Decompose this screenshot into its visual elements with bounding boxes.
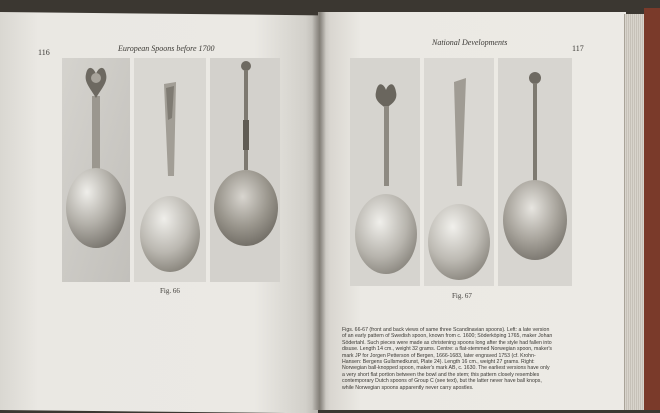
- left-running-head: European Spoons before 1700: [118, 44, 215, 53]
- spoon-photo-norwegian-knop-front: [210, 58, 280, 282]
- left-page-number: 116: [38, 48, 50, 57]
- text-line: while Norwegian spoons apparently never carry apostles.: [342, 384, 474, 391]
- figure-description-text: [342, 327, 620, 391]
- text-line: Södertahl. Such pieces were made as christening spoons long after the style had fallen into: [342, 339, 552, 346]
- text-line: of an early pattern of Swedish spoon, known from c. 1600; Söderköping 1765, maker Johan: [342, 333, 553, 340]
- spoon-photo-norwegian-flat-back: [424, 58, 494, 286]
- spoon-photo-swedish-back: [350, 58, 420, 286]
- left-figure-caption: Fig. 66: [160, 287, 180, 295]
- text-line: Hansen: Bergens Gullsmedkunst, Plate 24). Length 16 cm., weight 27 grams. Right:: [342, 359, 535, 366]
- right-running-head: National Developments: [432, 38, 508, 47]
- right-page-number: 117: [572, 44, 584, 53]
- text-line: disuse. Length 14 cm., weight 32 grams. Centre: a flat-stemmed Norwegian spoon, maker's: [342, 346, 553, 353]
- right-figure-caption: Fig. 67: [452, 292, 472, 300]
- book-cover-edge: [644, 8, 660, 410]
- text-line: contemporary Dutch spoons of Group C (see text), but the latter never have ball knops,: [342, 378, 542, 385]
- spoon-photo-norwegian-knop-back: [498, 58, 572, 286]
- spoon-photo-norwegian-flat-front: [134, 58, 206, 282]
- text-line: Norwegian ball-knopped spoon, maker's mark AB, c. 1630. The earliest versions have only: [342, 365, 550, 372]
- spoon-photo-swedish-front: [62, 58, 130, 282]
- text-line: mark JP for Jorgen Petterson of Bergen, 1666-1683, later engraved 1753 (cf. Krohn-: [342, 352, 536, 359]
- text-line: a very short flat portion between the bowl and the stem; this pattern closely resembles: [342, 371, 540, 378]
- book-gutter: [312, 12, 326, 410]
- text-line: Figs. 66-67 (front and back views of same three Scandinavian spoons). Left: a late version: [342, 327, 550, 333]
